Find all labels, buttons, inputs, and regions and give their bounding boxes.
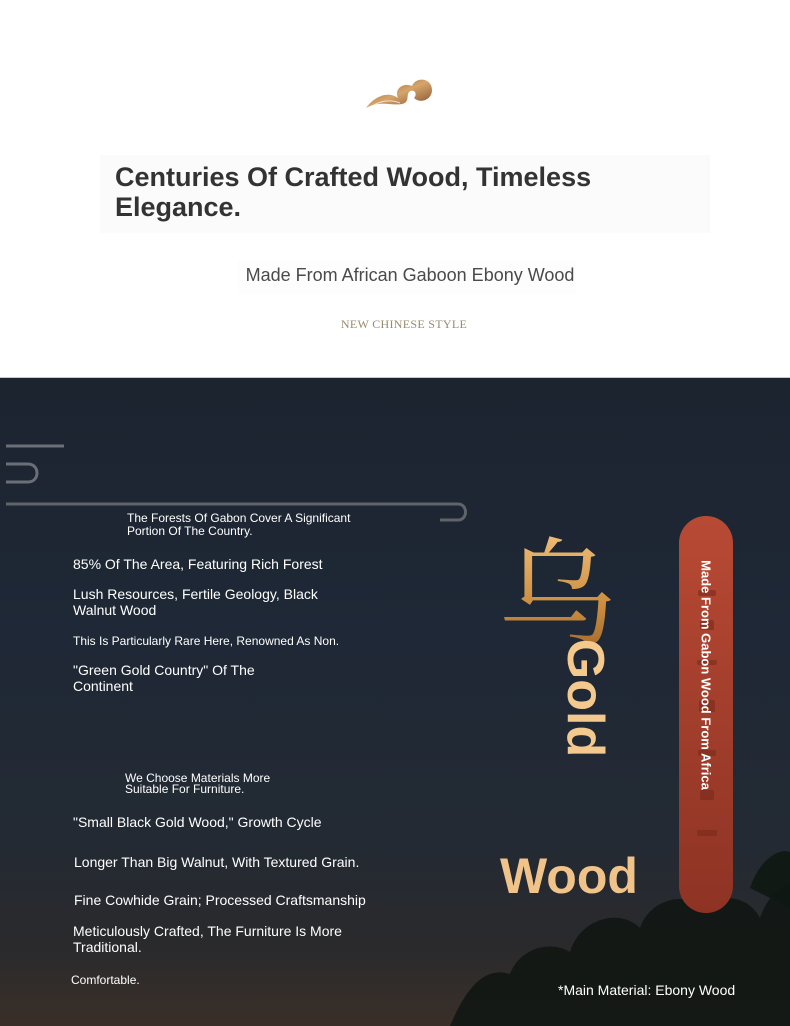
feature-line: This Is Particularly Rare Here, Renowned As Non. — [73, 634, 340, 648]
feature-line: "Green Gold Country" Of The Continent — [73, 662, 255, 694]
feature-line: Fine Cowhide Grain; Processed Craftsmanship — [74, 892, 366, 908]
materials-heading: We Choose Materials More Suitable For Furniture. — [125, 771, 271, 796]
feature-line: Comfortable. — [71, 973, 140, 987]
intro-section — [0, 0, 790, 377]
page-subtitle: Made From African Gaboon Ebony Wood — [245, 265, 575, 285]
forests-heading: The Forests Of Gabon Cover A Significant Portion Of The Country. — [127, 511, 351, 538]
gold-word: Gold — [556, 638, 614, 758]
feature-line: Lush Resources, Fertile Geology, Black Walnut Wood — [73, 586, 318, 618]
main-material-note: *Main Material: Ebony Wood — [558, 982, 736, 998]
style-tag: NEW CHINESE STYLE — [340, 317, 468, 331]
auspicious-cloud-icon — [362, 70, 436, 114]
chinese-character-wu: 乌 — [498, 526, 617, 664]
feature-line: "Small Black Gold Wood," Growth Cycle — [73, 814, 322, 830]
page-title: Centuries Of Crafted Wood, Timeless Elegance. — [115, 162, 592, 222]
feature-line: Meticulously Crafted, The Furniture Is More Traditional. — [73, 923, 342, 955]
pill-text-wrapper — [679, 540, 733, 810]
wood-word: Wood — [500, 848, 638, 904]
pill-text: Made From Gabon Wood From Africa — [698, 560, 714, 790]
feature-line: Longer Than Big Walnut, With Textured Grain. — [74, 854, 360, 870]
feature-line: 85% Of The Area, Featuring Rich Forest — [73, 556, 323, 572]
gold-word-wrapper — [556, 638, 614, 758]
